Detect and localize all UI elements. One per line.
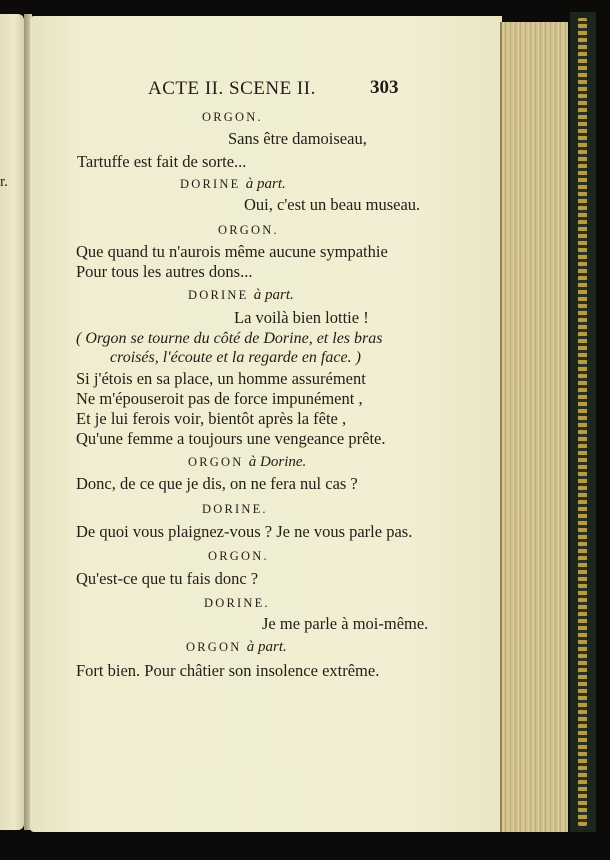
page-edges <box>500 22 570 832</box>
stage-direction: croisés, l'écoute et la regarde en face. ) <box>110 349 361 366</box>
verse-line: Donc, de ce que je dis, on ne fera nul cas ? <box>76 474 358 493</box>
speaker-label: ORGON. <box>218 223 279 237</box>
speaker-label: DORINE. <box>202 502 268 516</box>
stage-aside: à part. <box>253 287 294 303</box>
verse-line: Qu'est-ce que tu fais donc ? <box>76 569 259 588</box>
speaker-label: ORGON. <box>202 110 263 124</box>
speaker-label: ORGON à Dorine. <box>188 454 307 470</box>
verse-line: Que quand tu n'aurois même aucune sympathie <box>76 242 388 261</box>
verse-line: Qu'une femme a toujours une vengeance prête. <box>76 429 386 448</box>
speaker-label: DORINE à part. <box>188 287 294 303</box>
stage-aside: à Dorine. <box>248 454 307 470</box>
verse-line: Sans être damoiseau, <box>228 129 367 148</box>
left-page-fragment: r. <box>0 174 8 190</box>
gilt-ornament-icon <box>578 18 587 826</box>
running-head: ACTE II. SCENE II. <box>148 78 316 99</box>
speaker-label: DORINE. <box>204 596 270 610</box>
stage-aside: à part. <box>246 639 287 655</box>
page-header <box>30 78 502 104</box>
verse-line: Si j'étois en sa place, un homme assurément <box>76 369 366 388</box>
verse-line: Ne m'épouseroit pas de force impunément , <box>76 389 363 408</box>
verse-line: De quoi vous plaignez-vous ? Je ne vous parle pas. <box>76 522 413 541</box>
speaker-label: ORGON à part. <box>186 639 287 655</box>
book-page <box>30 16 502 832</box>
left-page-edge <box>0 14 24 830</box>
stage-aside: à part. <box>245 176 286 192</box>
book-spine <box>568 12 596 832</box>
page-number: 303 <box>370 77 399 98</box>
verse-line: Je me parle à moi-même. <box>262 614 429 633</box>
stage-direction: ( Orgon se tourne du côté de Dorine, et les bras <box>76 330 383 347</box>
speaker-label: ORGON. <box>208 549 269 563</box>
speaker-label: DORINE à part. <box>180 176 286 192</box>
verse-line: Fort bien. Pour châtier son insolence extrême. <box>76 661 380 680</box>
verse-line: Oui, c'est un beau museau. <box>244 195 421 214</box>
verse-line: Tartuffe est fait de sorte... <box>77 152 247 171</box>
verse-line: La voilà bien lottie ! <box>234 308 369 327</box>
verse-line: Pour tous les autres dons... <box>76 262 253 281</box>
verse-line: Et je lui ferois voir, bientôt après la fête , <box>76 409 347 428</box>
